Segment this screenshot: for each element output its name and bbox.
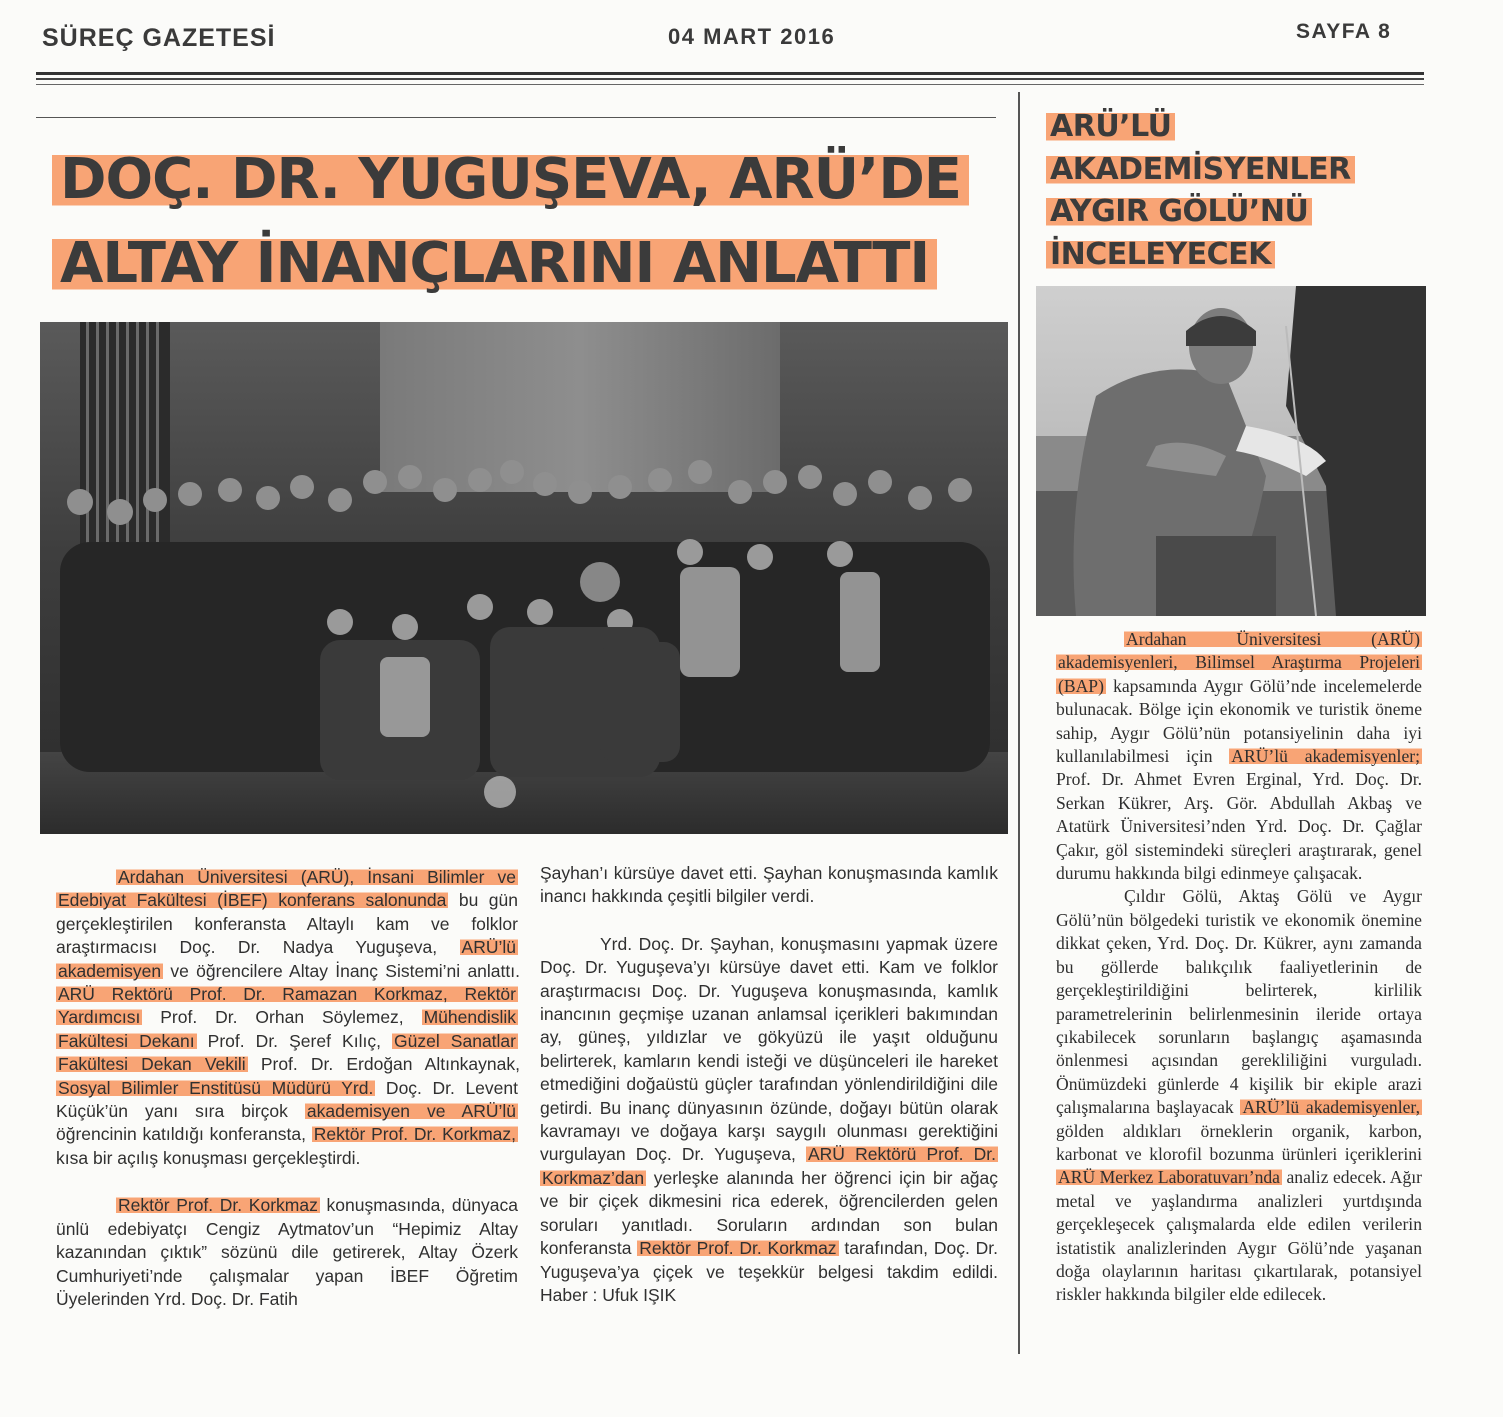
highlighted-text: ARÜ Rektörü Prof. Dr. Ramazan Korkmaz, Rektör Yardımcısı: [58, 984, 516, 1028]
highlighted-text: Rektör Prof. Dr. Korkmaz: [118, 1195, 318, 1216]
newspaper-name: SÜREÇ GAZETESİ: [42, 24, 276, 52]
highlighted-text: Rektör Prof. Dr. Korkmaz,: [313, 1124, 516, 1145]
lake-research-photo: [1036, 286, 1426, 616]
highlighted-text: ARÜ’lü akademisyenler;: [1231, 746, 1420, 767]
highlighted-text: Rektör Prof. Dr. Korkmaz: [639, 1238, 837, 1259]
body-text: öğrencinin katıldığı konferansta,: [56, 1124, 312, 1145]
masthead-rule-thin: [36, 84, 1424, 85]
highlighted-text: ARÜ’lü akademisyenler,: [1242, 1097, 1420, 1118]
body-text: bu gün gerçekleştirilen konferansta Altaylı kam ve folklor araştırmacısı Doç. Dr. Nadya Yuguşeva,: [56, 890, 519, 958]
highlighted-text: Mühendislik Fakültesi Dekanı: [58, 1007, 516, 1051]
article-column-2: [540, 862, 998, 1307]
article-column-1: [56, 866, 518, 1311]
side-headline-line: AYGIR GÖLÜ’NÜ: [1046, 194, 1312, 229]
body-text: yerleşke alanında her öğrenci için bir ağaç ve bir çiçek dikmesini rica ederek, öğrencilerden gelen soruları yanıtladı. Soruların ardından son bulan konferansta: [540, 1167, 998, 1259]
article-top-rule: [36, 117, 996, 118]
highlighted-text: ARÜ Merkez Laboratuvarı’nda: [1058, 1167, 1280, 1188]
body-text: Doç. Dr. Levent Küçük’ün yanı sıra birçok: [56, 1077, 518, 1122]
body-text: analiz edecek. Ağır metal ve yaşlandırma analizleri yurtdışında gerçekleşecek çalışmalarda elde edilen verilerin istatistik analizlerinden Aygır Gölü’nde yaşanan doğa olaylarının haritası çıkartılarak, potansiyel riskler hakkında bilgiler elde edilecek.: [1056, 1167, 1423, 1305]
side-article-body: [1056, 628, 1422, 1307]
body-text: Prof. Dr. Orhan Söylemez,: [142, 1007, 422, 1028]
issue-date: 04 MART 2016: [668, 24, 836, 49]
col1-paragraph-1: [56, 866, 518, 1170]
body-text: Yrd. Doç. Dr. Şayhan, konuşmasını yapmak üzere Doç. Dr. Yuguşeva’yı kürsüye davet etti. Kam ve folklor araştırmacısı Doç. Dr. Yuguşeva konuşmasında, kamlık inancının geçmişe uzanan anlamsal içerikleri bakımından ay, güneş, yıldızlar ve gökyüzü ile yaşıt olduğunu belirterek, kamların kendi isteği ve düşünceleri ile hareket etmediğini doğaüstü güçler tarafından yönlendirildiğini dile getirdi. Bu inanç dünyasının özünde, doğayı bütün olarak kavramayı ve doğaya karşı saygılı olunması gerektiğini vurgulayan Doç. Dr. Yuguşeva,: [540, 933, 998, 1165]
highlighted-text: ARÜ’lü akademisyen: [58, 937, 516, 981]
body-text: konuşmasında, dünyaca ünlü edebiyatçı Cengiz Aytmatov’un “Hepimiz Altay kazanından çıktık” sözünü dile getirerek, Altay Özerk Cumhuriyeti’nde çalışmalar yapan İBEF Öğretim Üyelerinden Yrd. Doç. Dr. Fatih: [56, 1195, 518, 1309]
col2-paragraph-2: [540, 933, 998, 1308]
side-headline-line: İNCELEYECEK: [1046, 237, 1275, 272]
masthead-rule-mid: [36, 78, 1424, 80]
col2-paragraph-1: [540, 862, 998, 909]
main-headline: [52, 138, 1002, 306]
side-headline: [1046, 106, 1426, 276]
side-headline-line: AKADEMİSYENLER: [1046, 152, 1355, 187]
side-paragraph-2: [1056, 885, 1422, 1306]
body-text: gölden aldıkları örneklerin organik, karbon, karbonat ve klorofil bozunma ürünleri içeriklerini: [1056, 1120, 1422, 1164]
headline-line-1: DOÇ. DR. YUGUŞEVA, ARÜ’DE: [52, 147, 969, 212]
col1-paragraph-2: [56, 1194, 518, 1311]
masthead-rule-thick: [36, 72, 1424, 75]
highlighted-text: Ardahan Üniversitesi (ARÜ), İnsani Bilimler ve Edebiyat Fakültesi (İBEF) konferans salonunda: [58, 867, 516, 911]
body-text: ve öğrencilere Altay İnanç Sistemi’ni anlattı.: [163, 960, 520, 981]
column-divider: [1018, 92, 1020, 1354]
side-paragraph-1: [1056, 628, 1422, 885]
highlighted-text: akademisyen ve ARÜ’lü: [306, 1101, 517, 1122]
page-number: SAYFA 8: [1296, 20, 1392, 43]
body-text: kısa bir açılış konuşması gerçekleştirdi.: [56, 1147, 361, 1168]
headline-line-2: ALTAY İNANÇLARINI ANLATTI: [52, 231, 937, 296]
highlighted-text: Güzel Sanatlar Fakültesi Dekan Vekili: [58, 1030, 516, 1075]
body-text: tarafından, Doç. Dr. Yuguşeva’ya çiçek ve teşekkür belgesi takdim edildi. Haber : Ufuk IŞIK: [540, 1238, 998, 1305]
highlighted-text: ARÜ Rektörü Prof. Dr. Korkmaz’dan: [542, 1144, 996, 1188]
group-photo: [40, 322, 1008, 834]
body-text: Prof. Dr. Erdoğan Altınkaynak,: [247, 1054, 520, 1075]
body-text: Çıldır Gölü, Aktaş Gölü ve Aygır Gölü’nün bölgedeki turistik ve ekonomik önemine dikkat çeken, Yrd. Doç. Dr. Kükrer, aynı zamanda bu göllerde balıkçılık faaliyetlerinin de gerçekleştirildiğini belirterek, kirlilik parametrelerinin belirlenmesinin ileride ortaya çıkabilecek sorunların başlangıç aşamasında önlenmesi açısından gerekliliğini vurguladı. Önümüzdeki günlerde 4 kişilik bir ekiple arazi çalışmalarına başlayacak: [1056, 886, 1422, 1118]
body-text: Prof. Dr. Ahmet Evren Erginal, Yrd. Doç. Dr. Serkan Kükrer, Arş. Gör. Abdullah Akbaş ve Atatürk Üniversitesi’nden Yrd. Doç. Dr. Çağlar Çakır, göl sistemindeki süreçleri araştırarak, genel durumu hakkında bilgi edinmeye çalışacak.: [1056, 769, 1422, 884]
body-text: kapsamında Aygır Gölü’nde incelemelerde bulunacak. Bölge için ekonomik ve turistik öneme sahip, Aygır Gölü’nün potansiyelinin daha iyi kullanılabilmesi için: [1056, 675, 1422, 767]
body-text: Şayhan’ı kürsüye davet etti. Şayhan konuşmasında kamlık inancı hakkında çeşitli bilgiler verdi.: [540, 863, 998, 907]
side-headline-line: ARÜ’LÜ: [1046, 109, 1175, 144]
highlighted-text: Ardahan Üniversitesi (ARÜ) akademisyenleri, Bilimsel Araştırma Projeleri (BAP): [1058, 629, 1420, 696]
highlighted-text: Sosyal Bilimler Enstitüsü Müdürü Yrd.: [58, 1077, 374, 1098]
body-text: Prof. Dr. Şeref Kılıç,: [196, 1030, 393, 1051]
